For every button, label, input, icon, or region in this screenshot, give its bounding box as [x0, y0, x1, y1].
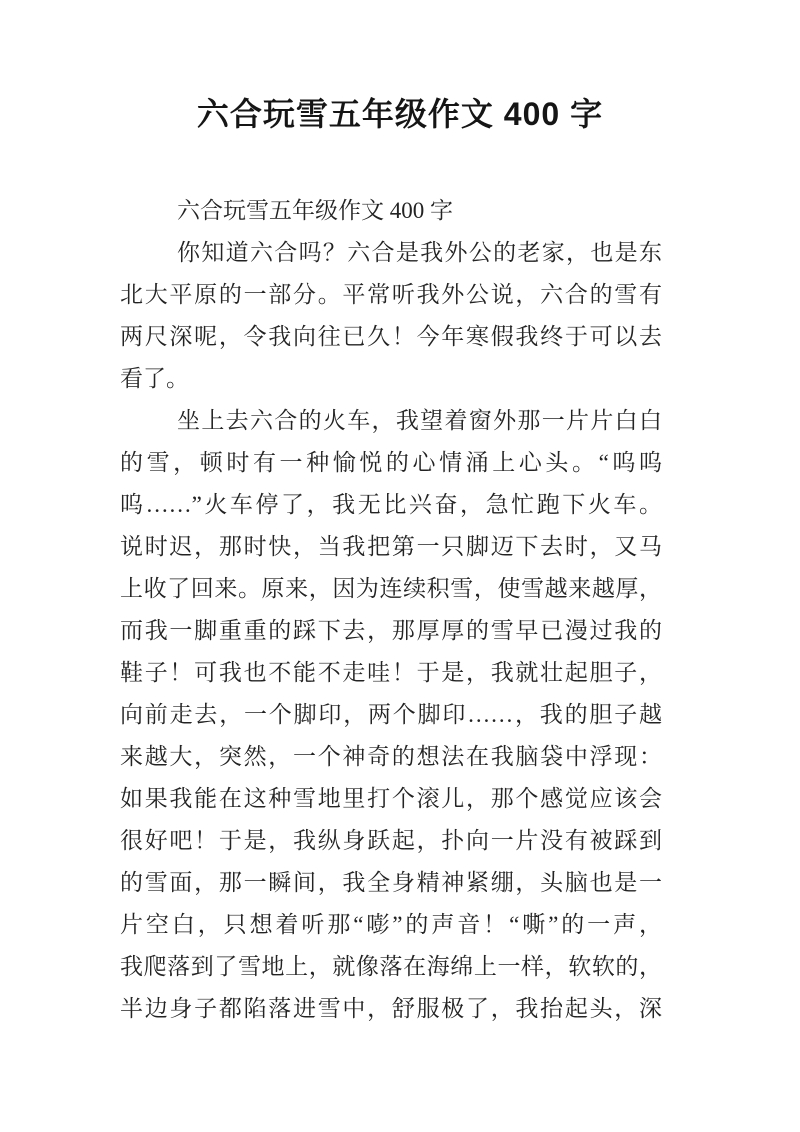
essay-line: 半边身子都陷落进雪中，舒服极了，我抬起头，深	[120, 996, 662, 1021]
essay-line: 六合玩雪五年级作文 400 字	[177, 198, 453, 223]
essay-line: 我爬落到了雪地上，就像落在海绵上一样，软软的，	[120, 954, 662, 979]
essay-body	[120, 190, 662, 1030]
essay-line: 坐上去六合的火车，我望着窗外那一片片白白	[177, 408, 662, 433]
essay-line: 很好吧！于是，我纵身跃起，扑向一片没有被踩到	[120, 828, 662, 853]
essay-line: 片空白，只想着听那“嘭”的声音！“嘶”的一声，	[120, 912, 662, 937]
essay-line: 呜……”火车停了，我无比兴奋，急忙跑下火车。	[120, 492, 662, 517]
essay-line: 来越大，突然，一个神奇的想法在我脑袋中浮现：	[120, 744, 662, 769]
essay-line: 的雪面，那一瞬间，我全身精神紧绷，头脑也是一	[120, 870, 662, 895]
essay-line: 两尺深呢，令我向往已久！今年寒假我终于可以去	[120, 324, 662, 349]
essay-line: 上收了回来。原来，因为连续积雪，使雪越来越厚，	[120, 576, 662, 601]
page-title: 六合玩雪五年级作文 400 字	[196, 96, 604, 132]
essay-line: 说时迟，那时快，当我把第一只脚迈下去时，又马	[120, 534, 662, 559]
essay-line: 你知道六合吗？六合是我外公的老家，也是东	[177, 240, 662, 265]
essay-line: 向前走去，一个脚印，两个脚印……，我的胆子越	[120, 702, 662, 727]
essay-line: 如果我能在这种雪地里打个滚儿，那个感觉应该会	[120, 786, 662, 811]
essay-line: 北大平原的一部分。平常听我外公说，六合的雪有	[120, 282, 662, 307]
essay-line: 看了。	[120, 366, 189, 391]
essay-line: 的雪，顿时有一种愉悦的心情涌上心头。“呜呜	[120, 450, 662, 475]
essay-line: 鞋子！可我也不能不走哇！于是，我就壮起胆子，	[120, 660, 662, 685]
essay-line: 而我一脚重重的踩下去，那厚厚的雪早已漫过我的	[120, 618, 662, 643]
